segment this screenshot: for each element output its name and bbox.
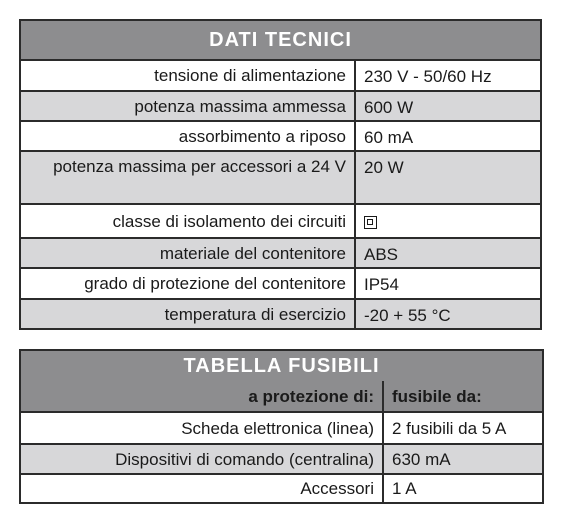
tabella-fusibili-title: TABELLA FUSIBILI [20, 350, 543, 381]
row-value: 60 mA [355, 121, 541, 151]
row-label: potenza massima per accessori a 24 V [20, 151, 355, 204]
table-row [20, 91, 541, 121]
table-row [20, 299, 541, 329]
row-label: classe di isolamento dei circuiti [20, 204, 355, 238]
row-value: -20 + 55 °C [355, 299, 541, 329]
table-row [20, 60, 541, 91]
table-row [20, 474, 543, 503]
table-row [20, 268, 541, 299]
table-row [20, 238, 541, 268]
row-value: 1 A [383, 474, 543, 503]
row-label: Scheda elettronica (linea) [20, 412, 383, 444]
table-row [20, 444, 543, 474]
row-value: 630 mA [383, 444, 543, 474]
row-value: 20 W [355, 151, 541, 204]
table-row [20, 121, 541, 151]
table-row [20, 412, 543, 444]
row-label: tensione di alimentazione [20, 60, 355, 91]
row-label: grado di protezione del contenitore [20, 268, 355, 299]
table-header-row [20, 381, 543, 412]
table-row [20, 204, 541, 238]
row-value: 2 fusibili da 5 A [383, 412, 543, 444]
tabella-fusibili-table [19, 349, 544, 504]
row-label: Dispositivi di comando (centralina) [20, 444, 383, 474]
dati-tecnici-table [19, 19, 542, 330]
double-insulation-icon [364, 216, 377, 229]
row-label: Accessori [20, 474, 383, 503]
row-value: 230 V - 50/60 Hz [355, 60, 541, 91]
table-row [20, 151, 541, 204]
dati-tecnici-title: DATI TECNICI [20, 20, 541, 60]
row-value: IP54 [355, 268, 541, 299]
row-label: materiale del contenitore [20, 238, 355, 268]
row-label: temperatura di esercizio [20, 299, 355, 329]
row-value: ABS [355, 238, 541, 268]
column-header-fuse: fusibile da: [383, 381, 543, 412]
row-value [355, 204, 541, 238]
row-label: potenza massima ammessa [20, 91, 355, 121]
row-label: assorbimento a riposo [20, 121, 355, 151]
row-value: 600 W [355, 91, 541, 121]
column-header-protection: a protezione di: [20, 381, 383, 412]
